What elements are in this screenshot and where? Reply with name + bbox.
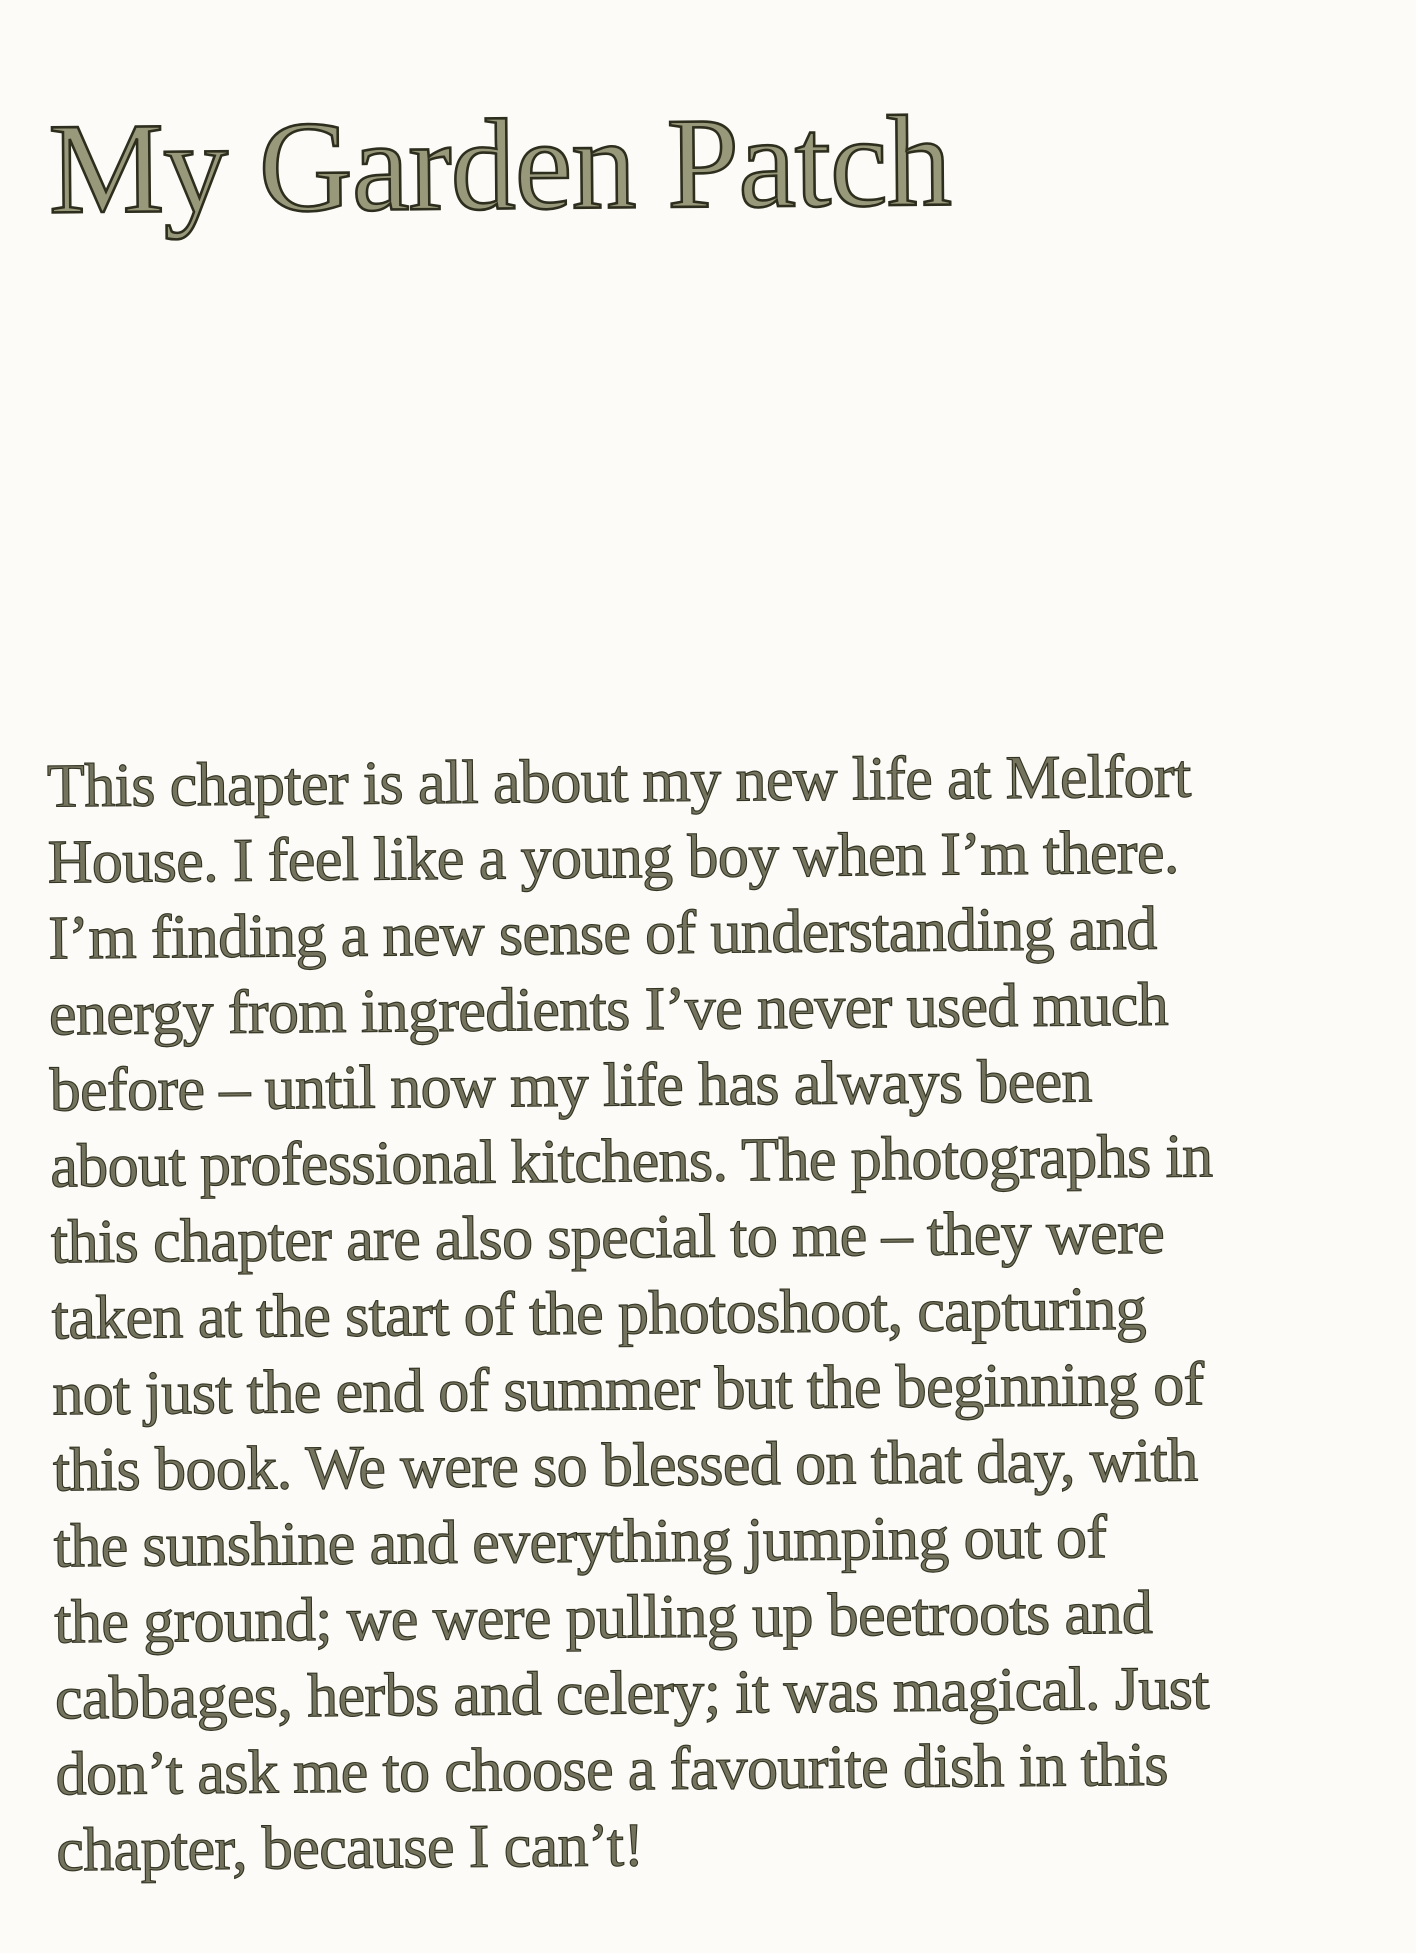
text-line: before – until now my life has always been: [49, 1047, 1093, 1125]
text-line: the ground; we were pulling up beetroots and: [54, 1578, 1153, 1657]
text-line: not just the end of summer but the beginning of: [52, 1350, 1204, 1429]
text-line: This chapter is all about my new life at Melfort: [46, 742, 1191, 821]
text-line: taken at the start of the photoshoot, capturing: [51, 1274, 1147, 1353]
text-line: energy from ingredients I’ve never used much: [48, 970, 1169, 1049]
text-line: the sunshine and everything jumping out of: [53, 1503, 1107, 1581]
text-line: this chapter are also special to me – they were: [50, 1198, 1165, 1277]
text-line: cabbages, herbs and celery; it was magical. Just: [54, 1654, 1210, 1733]
chapter-title: My Garden Patch: [47, 89, 952, 242]
text-line: House. I feel like a young boy when I’m there.: [47, 818, 1180, 897]
text-line: chapter, because I can’t!: [55, 1811, 644, 1885]
text-line: about professional kitchens. The photographs in: [50, 1122, 1213, 1201]
text-line: don’t ask me to choose a favourite dish in this: [55, 1730, 1169, 1809]
text-line: this book. We were so blessed on that day, with: [52, 1426, 1198, 1505]
text-line: I’m finding a new sense of understanding and: [48, 894, 1157, 973]
chapter-intro-paragraph: [47, 737, 1397, 1889]
